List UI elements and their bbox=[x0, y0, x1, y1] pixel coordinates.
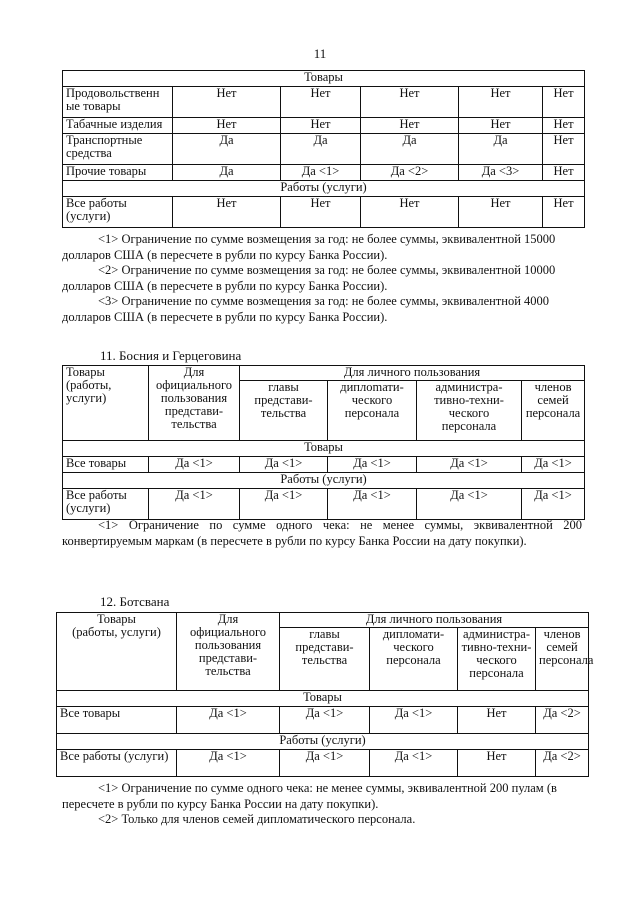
table-header-goods: Товары bbox=[57, 691, 589, 707]
cell: Да <3> bbox=[459, 165, 543, 181]
footnote: <2> Ограничение по сумме возмещения за год: не более суммы, эквивалентной 10000 долларов США (в пересчете в рубли по курсу Банка России). bbox=[62, 263, 556, 293]
cell: Нет bbox=[543, 134, 585, 165]
cell: Нет bbox=[459, 118, 543, 134]
cell: Да bbox=[173, 134, 281, 165]
table-row bbox=[63, 118, 585, 134]
cell: Нет bbox=[173, 197, 281, 228]
header-family-members: членов семей персонала bbox=[522, 381, 585, 441]
cell: Да bbox=[173, 165, 281, 181]
header-head-of-mission: главы представи- тельства bbox=[280, 628, 370, 691]
cell: Да <1> bbox=[177, 750, 280, 777]
row-label: Все работы (услуги) bbox=[57, 750, 177, 777]
table-header-works: Работы (услуги) bbox=[57, 734, 589, 750]
cell: Да <1> bbox=[149, 489, 240, 520]
row-label: Все товары bbox=[63, 457, 149, 473]
cell: Да <1> bbox=[522, 457, 585, 473]
cell: Да <1> bbox=[281, 165, 361, 181]
cell: Нет bbox=[543, 118, 585, 134]
header-diplomatic-staff: диплomати- ческого персонала bbox=[328, 381, 417, 441]
table-row bbox=[57, 707, 589, 734]
header-admin-tech-staff: администра- тивно-техни- ческого персонала bbox=[458, 628, 536, 691]
table-row bbox=[63, 134, 585, 165]
cell: Нет bbox=[173, 87, 281, 118]
cell: Да <1> bbox=[328, 489, 417, 520]
cell: Нет bbox=[543, 197, 585, 228]
table-header-works: Работы (услуги) bbox=[63, 181, 585, 197]
footnote: <1> Ограничение по сумме возмещения за год: не более суммы, эквивалентной 15000 долларов США (в пересчете в рубли по курсу Банка России). bbox=[62, 232, 556, 262]
header-admin-tech-staff: администра- тивно-техни- ческого персонала bbox=[417, 381, 522, 441]
cell: Да <1> bbox=[417, 457, 522, 473]
header-personal-use: Для личного пользования bbox=[280, 613, 589, 628]
row-label: Транспортные средства bbox=[63, 134, 173, 165]
botswana-notes bbox=[62, 781, 592, 828]
cell: Да <2> bbox=[536, 750, 589, 777]
cell: Нет bbox=[361, 87, 459, 118]
row-label: Продовольственн ые товары bbox=[63, 87, 173, 118]
cell: Нет bbox=[458, 707, 536, 734]
cell: Нет bbox=[361, 197, 459, 228]
header-official-use: Для официального пользования представи- тельства bbox=[177, 613, 280, 691]
table-row bbox=[63, 87, 585, 118]
table-header-goods: Товары bbox=[63, 441, 585, 457]
header-personal-use: Для личного пользования bbox=[240, 366, 585, 381]
cell: Да <1> bbox=[240, 457, 328, 473]
section-title: 11. Босния и Герцеговина bbox=[100, 348, 242, 363]
table-section10-continued bbox=[62, 70, 585, 228]
cell: Да <1> bbox=[328, 457, 417, 473]
bosnia-note bbox=[62, 518, 582, 549]
row-label: Табачные изделия bbox=[63, 118, 173, 134]
cell: Да bbox=[281, 134, 361, 165]
cell: Нет bbox=[543, 87, 585, 118]
row-label: Все товары bbox=[57, 707, 177, 734]
cell: Нет bbox=[281, 87, 361, 118]
cell: Нет bbox=[281, 118, 361, 134]
cell: Да <1> bbox=[417, 489, 522, 520]
footnote: <3> Ограничение по сумме возмещения за год: не более суммы, эквивалентной 4000 долларов США (в пересчете в рубли по курсу Банка России). bbox=[62, 294, 550, 324]
cell: Нет bbox=[281, 197, 361, 228]
table-row bbox=[57, 750, 589, 777]
row-label: Все работы (услуги) bbox=[63, 489, 149, 520]
cell: Нет bbox=[173, 118, 281, 134]
table-botswana bbox=[56, 612, 594, 777]
cell: Да <1> bbox=[280, 750, 370, 777]
cell: Да <1> bbox=[522, 489, 585, 520]
cell: Нет bbox=[543, 165, 585, 181]
cell: Нет bbox=[459, 87, 543, 118]
cell: Да <2> bbox=[536, 707, 589, 734]
table-header-goods: Товары bbox=[63, 71, 585, 87]
footnote: <1> Ограничение по сумме одного чека: не менее суммы, эквивалентной 200 конвертируемым маркам (в пересчете в рубли по курсу Банка России на дату покупки). bbox=[62, 518, 582, 548]
header-goods-works-services: Товары (работы, услуги) bbox=[63, 366, 149, 441]
table-row bbox=[63, 197, 585, 228]
row-label: Все работы (услуги) bbox=[63, 197, 173, 228]
header-goods-works-services: Товары (работы, услуги) bbox=[57, 613, 177, 691]
row-label: Прочие товары bbox=[63, 165, 173, 181]
cell: Нет bbox=[458, 750, 536, 777]
cell: Нет bbox=[361, 118, 459, 134]
cell: Да <1> bbox=[370, 707, 458, 734]
section-title: 12. Ботсвана bbox=[100, 594, 170, 609]
cell: Да <1> bbox=[280, 707, 370, 734]
cell: Да <1> bbox=[370, 750, 458, 777]
table-row bbox=[63, 457, 585, 473]
cell: Да bbox=[361, 134, 459, 165]
footnote: <2> Только для членов семей дипломатического персонала. bbox=[98, 812, 416, 826]
table1-notes bbox=[62, 232, 582, 325]
header-family-members: членов семей персонала bbox=[536, 628, 589, 691]
header-official-use: Для официального пользования представи- тельства bbox=[149, 366, 240, 441]
table-header-works: Работы (услуги) bbox=[63, 473, 585, 489]
cell: Да <1> bbox=[177, 707, 280, 734]
cell: Да bbox=[459, 134, 543, 165]
table-row bbox=[63, 165, 585, 181]
cell: Да <2> bbox=[361, 165, 459, 181]
cell: Нет bbox=[459, 197, 543, 228]
cell: Да <1> bbox=[149, 457, 240, 473]
footnote: <1> Ограничение по сумме одного чека: не менее суммы, эквивалентной 200 пулам (в пересчете в рубли по курсу Банка России на дату покупки). bbox=[62, 781, 557, 811]
header-diplomatic-staff: дипломати- ческого персонала bbox=[370, 628, 458, 691]
table-row bbox=[63, 489, 585, 520]
cell: Да <1> bbox=[240, 489, 328, 520]
header-head-of-mission: главы представи- тельства bbox=[240, 381, 328, 441]
page-number: 11 bbox=[313, 46, 327, 61]
table-bosnia bbox=[62, 365, 585, 520]
